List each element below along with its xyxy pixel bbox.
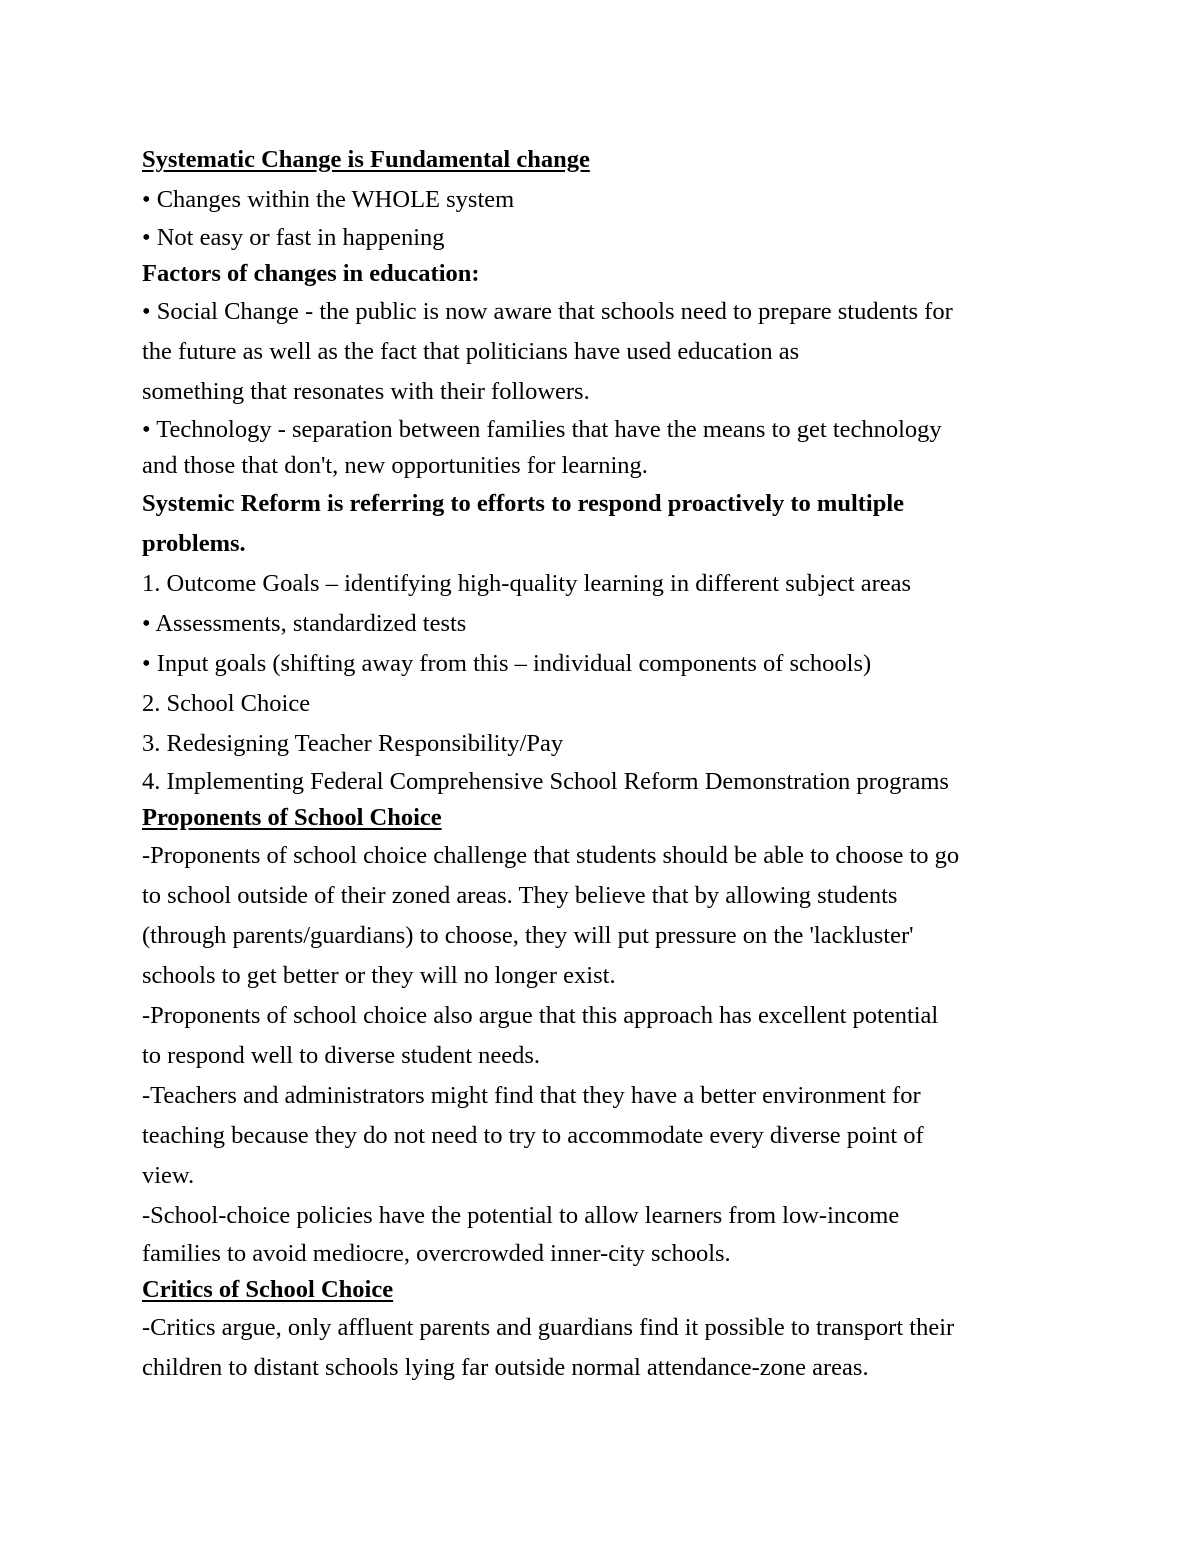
bullet-input-goals: • Input goals (shifting away from this – individual components of schools): [142, 650, 872, 677]
proponents-paragraph-line: families to avoid mediocre, overcrowded inner-city schools.: [142, 1240, 731, 1267]
document-body: [142, 140, 1072, 1388]
heading-systematic-change: Systematic Change is Fundamental change: [142, 146, 590, 173]
critics-paragraph-line: -Critics argue, only affluent parents and guardians find it possible to transport their: [142, 1314, 955, 1341]
social-change-line: something that resonates with their followers.: [142, 378, 590, 405]
list-item-redesigning: 3. Redesigning Teacher Responsibility/Pay: [142, 730, 564, 757]
bullet-not-easy: • Not easy or fast in happening: [142, 224, 445, 251]
systemic-reform-line: problems.: [142, 530, 246, 557]
proponents-paragraph-line: view.: [142, 1162, 195, 1189]
list-item-implementing: 4. Implementing Federal Comprehensive School Reform Demonstration programs: [142, 768, 949, 795]
heading-critics: Critics of School Choice: [142, 1276, 394, 1303]
systemic-reform-line: Systemic Reform is referring to efforts to respond proactively to multiple: [142, 490, 905, 517]
proponents-paragraph-line: -Proponents of school choice challenge that students should be able to choose to go: [142, 842, 960, 869]
bullet-whole-system: • Changes within the WHOLE system: [142, 186, 515, 213]
proponents-paragraph-line: schools to get better or they will no longer exist.: [142, 962, 616, 989]
proponents-paragraph-line: teaching because they do not need to try to accommodate every diverse point of: [142, 1122, 924, 1149]
proponents-paragraph-line: -School-choice policies have the potential to allow learners from low-income: [142, 1202, 900, 1229]
technology-line: • Technology - separation between families that have the means to get technology: [142, 416, 942, 443]
list-item-school-choice: 2. School Choice: [142, 690, 311, 717]
bullet-assessments: • Assessments, standardized tests: [142, 610, 467, 637]
heading-factors: Factors of changes in education:: [142, 260, 480, 287]
list-item-outcome-goals: 1. Outcome Goals – identifying high-quality learning in different subject areas: [142, 570, 912, 597]
proponents-paragraph-line: to respond well to diverse student needs.: [142, 1042, 541, 1069]
proponents-paragraph-line: to school outside of their zoned areas. They believe that by allowing students: [142, 882, 898, 909]
technology-line: and those that don't, new opportunities for learning.: [142, 452, 648, 479]
proponents-paragraph-line: -Teachers and administrators might find that they have a better environment for: [142, 1082, 921, 1109]
critics-paragraph-line: children to distant schools lying far outside normal attendance-zone areas.: [142, 1354, 869, 1381]
social-change-line: the future as well as the fact that politicians have used education as: [142, 338, 800, 365]
proponents-paragraph-line: (through parents/guardians) to choose, they will put pressure on the 'lackluster': [142, 922, 914, 949]
heading-proponents: Proponents of School Choice: [142, 804, 442, 831]
proponents-paragraph-line: -Proponents of school choice also argue that this approach has excellent potential: [142, 1002, 939, 1029]
social-change-line: • Social Change - the public is now aware that schools need to prepare students for: [142, 298, 953, 325]
